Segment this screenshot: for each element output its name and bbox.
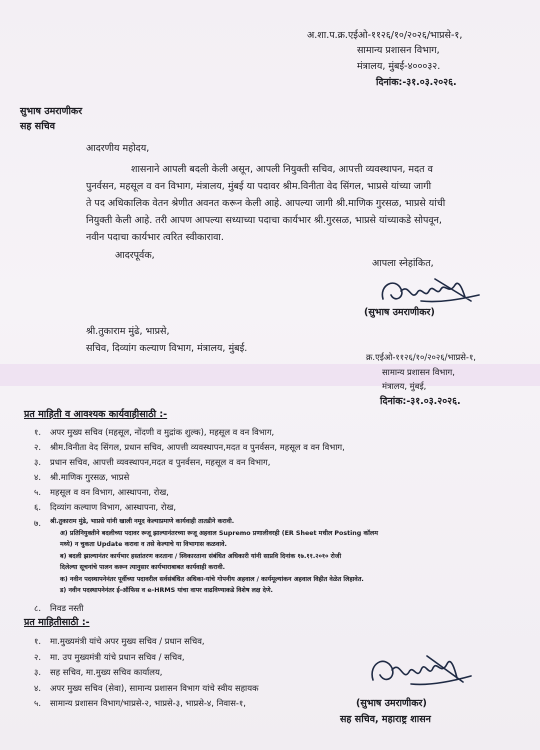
item7-line: ड) नवीन पदस्थापनेनंतर ई-ऑफिस व e-HRMS यांचा वापर वाढविण्याकडे विशेष लक्ष देणे. — [60, 587, 273, 594]
item7-line: श्री.तुकाराम मुंढे, भाप्रसे यांनी खाली नमूद केल्याप्रमाणे कार्यवाही तातडीने करावी. — [50, 518, 235, 525]
list-item-text: निवड नस्ती — [50, 603, 84, 613]
list-item-text: दिव्यांग कल्याण विभाग, आस्थापना, रोख, — [50, 502, 176, 512]
signatory-name: (सुभाष उमराणीकर) — [364, 307, 435, 318]
ref-number: अ.शा.प.क्र.एईओ-११२६/१०/२०२६/भाप्रसे-१, — [307, 30, 463, 41]
list-item-text: मा. उप मुख्यमंत्री यांचे प्रधान सचिव / सचिव, — [50, 651, 185, 662]
item7-line: अ) प्रतिनियुक्तीने बदलीच्या पदावर रूजू झाल्यानंतरच्या रूजू अहवाल Supremo प्रणालीवरही (ER Sheet मधील Posting कॉलम — [60, 529, 378, 537]
list-item-text: सामान्य प्रशासन विभाग/भाप्रसे-२, भाप्रसे-३, भाप्रसे-४, निवास-१, — [50, 698, 246, 708]
list-number: २. — [34, 651, 42, 662]
list-item-text: श्रीम.विनीता वेद सिंगल, प्रधान सचिव, आपत्ती व्यवस्थापन,मदत व पुनर्वसन, महसूल व वन विभाग, — [50, 442, 345, 452]
body-line: ते पद अधिकालिक वेतन श्रेणीत अवनत करून केली आहे. आपल्या जागी श्री.माणिक गुरसळ, भाप्रसे यांची — [86, 198, 446, 209]
signature-image — [365, 648, 477, 692]
sender-designation: सह सचिव — [20, 121, 55, 132]
body-line: नवीन पदाचा कार्यभार त्वरित स्वीकारावा. — [86, 232, 224, 243]
list-number: ४. — [34, 682, 42, 693]
copy-action-heading: प्रत माहिती व आवश्यक कार्यवाहीसाठी :- — [24, 409, 168, 420]
paper-fold-shade — [0, 364, 540, 386]
signatory-designation-2: सह सचिव, महाराष्ट्र शासन — [340, 714, 431, 725]
ref-address: मंत्रालय, मुंबई-४०००३२. — [357, 61, 441, 72]
body-line: पुनर्वसन, महसूल व वन विभाग, मंत्रालय, मुंबई या पदावर श्रीम.विनीता वेद सिंगल, भाप्रसे यांच्या जागी — [86, 181, 432, 192]
list-number: ५. — [34, 487, 42, 497]
list-number: ३. — [34, 457, 42, 467]
list-number: २. — [34, 442, 42, 452]
item7-line: क) नवीन पदस्थापनेनंतर पूर्वीच्या पदावरील सर्वसंबंधित अधिका-यांचे गोपनीय अहवाल / कार्यमूल्यांकन अहवाल विहीत वेळेत लिहावेत. — [60, 575, 364, 583]
body-line: शासनाने आपली बदली केली असून, आपली नियुक्ती सचिव, आपत्ती व्यवस्थापन, मदत व — [131, 164, 433, 175]
ref-date: दिनांक:-३१.०३.२०२६. — [376, 77, 457, 88]
list-number: ५. — [34, 698, 42, 708]
list-number: ३. — [34, 667, 42, 677]
recipient-name: श्री.तुकाराम मुंढे, भाप्रसे, — [86, 326, 170, 337]
ref2-department: सामान्य प्रशासन विभाग, — [382, 367, 455, 377]
copy-info-heading: प्रत माहितीसाठी :- — [24, 617, 90, 628]
list-number: ८. — [34, 603, 42, 613]
item7-line: ब) बदली झाल्यानंतर कार्यभार हस्तांतरण करताना / स्विकारताना संबंधित अधिकारी यांनी साप्रवि दिनांक १७.११.२०१० रोजी — [60, 552, 342, 560]
list-item-text: अपर मुख्य सचिव (सेवा), सामान्य प्रशासन विभाग यांचे स्वीय सहायक — [50, 682, 259, 693]
list-item-text: महसूल व वन विभाग, आस्थापना, रोख, — [50, 487, 169, 497]
list-item-text: मा.मुख्यमंत्री यांचे अपर मुख्य सचिव / प्रधान सचिव, — [50, 636, 205, 646]
affection-line: आपला स्नेहांकित, — [372, 258, 434, 269]
signatory-name-2: (सुभाष उमराणीकर) — [356, 698, 427, 709]
list-item-text: अपर मुख्य सचिव (महसूल, नोंदणी व मुद्रांक शुल्क), महसूल व वन विभाग, — [50, 427, 275, 437]
list-item-text: प्रधान सचिव, आपत्ती व्यवस्थापन,मदत व पुनर्वसन, महसूल व वन विभाग, — [50, 457, 271, 467]
list-number: ७. — [34, 518, 42, 528]
recipient-address: सचिव, दिव्यांग कल्याण विभाग, मंत्रालय, मुंबई. — [86, 343, 248, 354]
sender-name: सुभाष उमराणीकर — [20, 106, 83, 117]
item7-line: दिलेल्या सूचनांचे पालन करून त्यानुसार कार्यभाराबाबत कार्यवाही करावी. — [60, 564, 225, 571]
list-item-text: सह सचिव, मा.मुख्य सचिव कार्यालय, — [50, 667, 163, 677]
body-line: नियुक्ती केली आहे. तरी आपण आपल्या सध्याच्या पदाचा कार्यभार श्री.गुरसळ, भाप्रसे यांच्याकडे सोपवून, — [86, 215, 442, 226]
list-number: ६. — [34, 502, 42, 512]
item7-line: मध्ये) न चुकता Update करावा व तसे केल्याचे या विभागास कळवावे. — [60, 541, 227, 548]
list-item-text: श्री.माणिक गुरसळ, भाप्रसे — [50, 472, 130, 482]
ref-department: सामान्य प्रशासन विभाग, — [357, 45, 440, 56]
ref2-number: क्र.एईओ-११२६/१०/२०२६/भाप्रसे-१, — [366, 352, 476, 362]
list-number: ४. — [34, 472, 42, 482]
ref2-address: मंत्रालय, मुंबई, — [382, 381, 427, 391]
list-number: १. — [34, 427, 42, 437]
signature-image — [375, 271, 485, 309]
list-number: १. — [34, 636, 42, 646]
ref2-date: दिनांक:-३१.०३.२०२६. — [380, 396, 461, 407]
closing: आदरपूर्वक, — [115, 250, 155, 261]
salutation: आदरणीय महोदय, — [86, 143, 150, 154]
